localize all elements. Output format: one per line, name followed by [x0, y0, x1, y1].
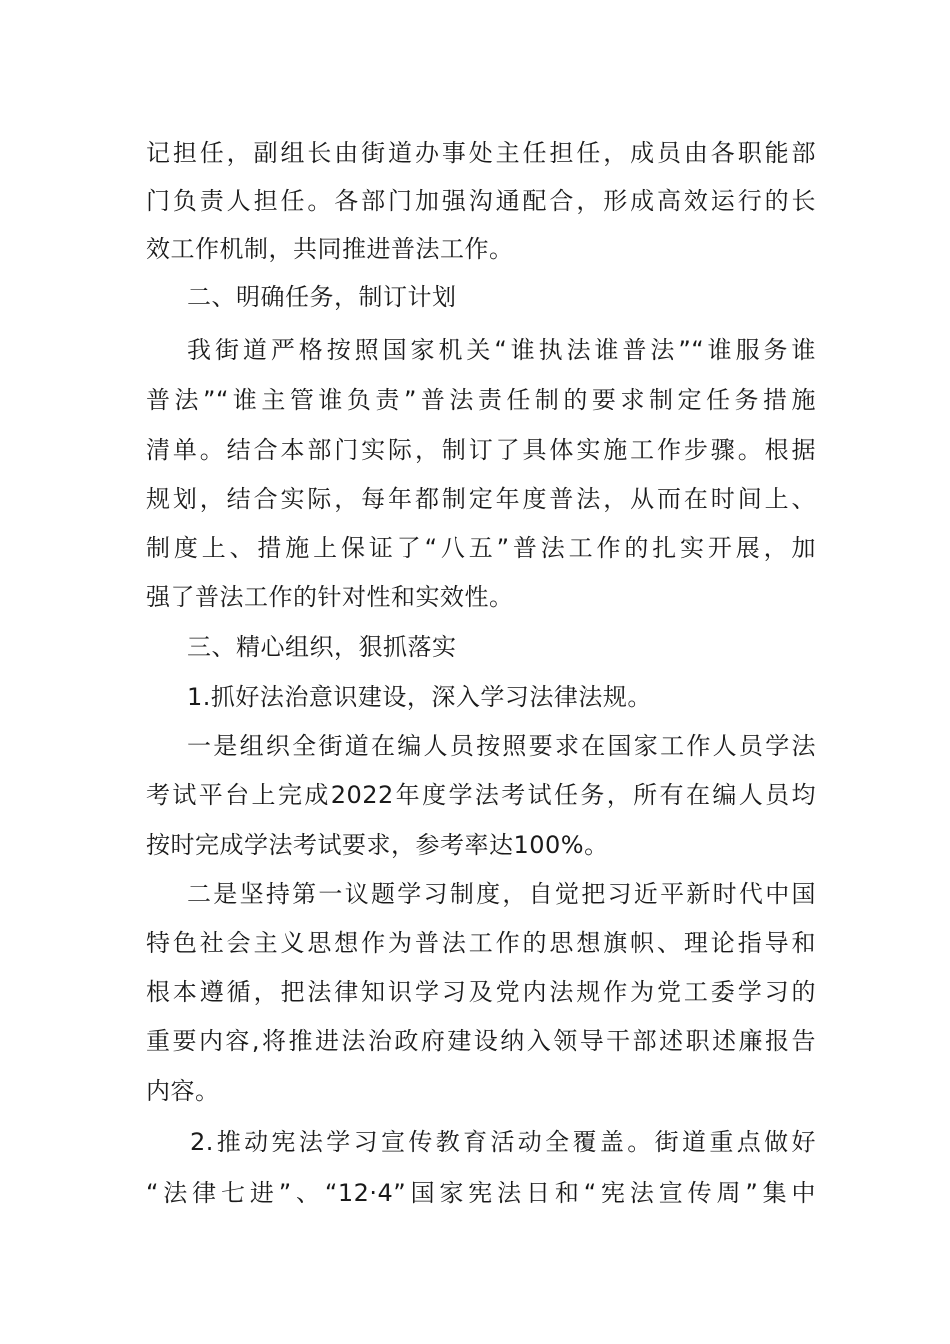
body-text-line: 清单。结合本部门实际，制订了具体实施工作步骤。根据: [146, 436, 816, 464]
body-text-line: 考试平台上完成2022年度学法考试任务，所有在编人员均: [146, 781, 816, 809]
body-text-line: 规划，结合实际，每年都制定年度普法，从而在时间上、: [146, 485, 816, 513]
subsection-heading-1: 1.抓好法治意识建设，深入学习法律法规。: [187, 683, 652, 711]
body-text-line: 重要内容,将推进法治政府建设纳入领导干部述职述廉报告: [146, 1027, 816, 1055]
body-text-line: 强了普法工作的针对性和实效性。: [146, 583, 514, 611]
body-text-line: 门负责人担任。各部门加强沟通配合，形成高效运行的长: [146, 187, 816, 215]
section-heading-2: 二、明确任务，制订计划: [187, 283, 457, 311]
body-text-line: 内容。: [146, 1077, 220, 1105]
body-text-line: 效工作机制，共同推进普法工作。: [146, 235, 514, 263]
subsection-heading-2: 2.推动宪法学习宣传教育活动全覆盖。街道重点做好: [190, 1128, 816, 1156]
body-text-line: 二是坚持第一议题学习制度，自觉把习近平新时代中国: [187, 880, 816, 908]
body-text-line: 制度上、措施上保证了“八五”普法工作的扎实开展，加: [146, 534, 816, 562]
body-text-line: 记担任，副组长由街道办事处主任担任，成员由各职能部: [146, 139, 816, 167]
body-text-line: 我街道严格按照国家机关“谁执法谁普法”“谁服务谁: [187, 336, 816, 364]
body-text-line: “法律七进”、“12·4”国家宪法日和“宪法宣传周”集中: [146, 1179, 816, 1207]
body-text-line: 根本遵循，把法律知识学习及党内法规作为党工委学习的: [146, 978, 816, 1006]
section-heading-3: 三、精心组织，狠抓落实: [187, 633, 457, 661]
body-text-line: 普法”“谁主管谁负责”普法责任制的要求制定任务措施: [146, 386, 816, 414]
body-text-line: 一是组织全街道在编人员按照要求在国家工作人员学法: [187, 732, 816, 760]
body-text-line: 按时完成学法考试要求，参考率达100%。: [146, 831, 609, 859]
body-text-line: 特色社会主义思想作为普法工作的思想旗帜、理论指导和: [146, 929, 816, 957]
